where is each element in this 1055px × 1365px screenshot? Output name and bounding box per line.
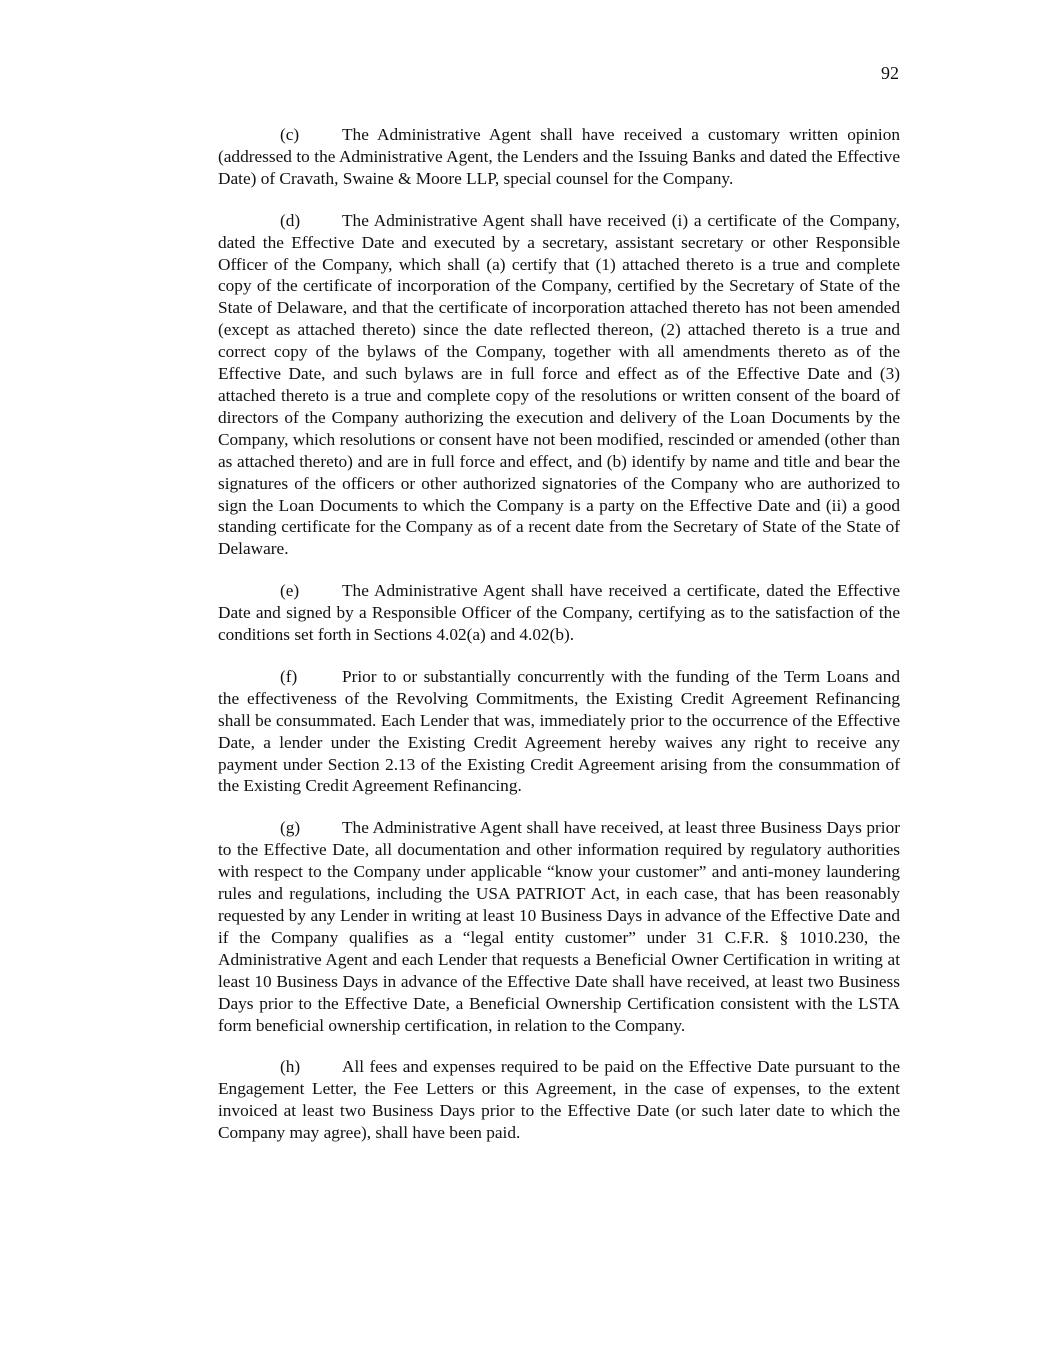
paragraph-g: [218, 817, 900, 1036]
paragraph-f: [218, 666, 900, 797]
paragraph-text: The Administrative Agent shall have received a customary written opinion (addressed to the Administrative Agent, the Lenders and the Issuing Banks and dated the Effective Date) of Cravath, Swaine & Moore LLP, special counsel for the Company.: [218, 125, 900, 188]
paragraph-text: All fees and expenses required to be paid on the Effective Date pursuant to the Engagement Letter, the Fee Letters or this Agreement, in the case of expenses, to the extent invoiced at least two Business Days prior to the Effective Date (or such later date to which the Company may agree), shall have been paid.: [218, 1057, 900, 1143]
paragraph-label: (f): [280, 666, 298, 686]
paragraph-label: (d): [280, 210, 301, 230]
paragraph-text: The Administrative Agent shall have received a certificate, dated the Effective Date and signed by a Responsible Officer of the Company, certifying as to the satisfaction of the conditions set forth in Sections 4.02(a) and 4.02(b).: [218, 581, 900, 645]
paragraph-text: The Administrative Agent shall have received (i) a certificate of the Company, dated the Effective Date and executed by a secretary, assistant secretary or other Responsible Officer of the Company, which shall (a) certify that (1) attached thereto is a true and complete copy of the certificate of incorporation of the Company, certified by the Secretary of State of the State of Delaware, and that the certificate of incorporation attached thereto has not been amended (except as attached thereto) since the date reflected thereon, (2) attached thereto is a true and correct copy of the bylaws of the Company, together with all amendments thereto as of the Effective Date, and such bylaws are in full force and effect as of the Effective Date and (3) attached thereto is a true and complete copy of the resolutions or written consent of the board of directors of the Company authorizing the execution and delivery of the Loan Documents by the Company, which resolutions or consent have not been modified, rescinded or amended (other than as attached thereto) and are in full force and effect, and (b) identify by name and title and bear the signatures of the officers or other authorized signatories of the Company who are authorized to sign the Loan Documents to which the Company is a party on the Effective Date and (ii) a good standing certificate for the Company as of a recent date from the Secretary of State of the State of Delaware.: [218, 210, 900, 559]
paragraph-label: (g): [280, 818, 301, 838]
page-number: 92: [881, 63, 899, 83]
paragraph-label: (c): [280, 125, 300, 144]
paragraph-c: [218, 124, 900, 190]
paragraph-d: [218, 210, 900, 561]
paragraph-label: (h): [280, 1057, 301, 1077]
paragraph-e: [218, 580, 900, 646]
paragraph-text: The Administrative Agent shall have received, at least three Business Days prior to the Effective Date, all documentation and other information required by regulatory authorities with respect to the Company under applicable “know your customer” and anti-money laundering rules and regulations, including the USA PATRIOT Act, in each case, that has been reasonably requested by any Lender in writing at least 10 Business Days in advance of the Effective Date and if the Company qualifies as a “legal entity customer” under 31 C.F.R. § 1010.230, the Administrative Agent and each Lender that requests a Beneficial Owner Certification in writing at least 10 Business Days in advance of the Effective Date shall have received, at least two Business Days prior to the Effective Date, a Beneficial Ownership Certification consistent with the LSTA form beneficial ownership certification, in relation to the Company.: [218, 818, 900, 1035]
paragraph-h: [218, 1056, 900, 1144]
paragraph-label: (e): [280, 581, 300, 601]
document-body: [218, 124, 900, 1164]
paragraph-text: Prior to or substantially concurrently with the funding of the Term Loans and the effectiveness of the Revolving Commitments, the Existing Credit Agreement Refinancing shall be consummated. Each Lender that was, immediately prior to the occurrence of the Effective Date, a lender under the Existing Credit Agreement hereby waives any right to receive any payment under Section 2.13 of the Existing Credit Agreement arising from the consummation of the Existing Credit Agreement Refinancing.: [218, 666, 900, 796]
